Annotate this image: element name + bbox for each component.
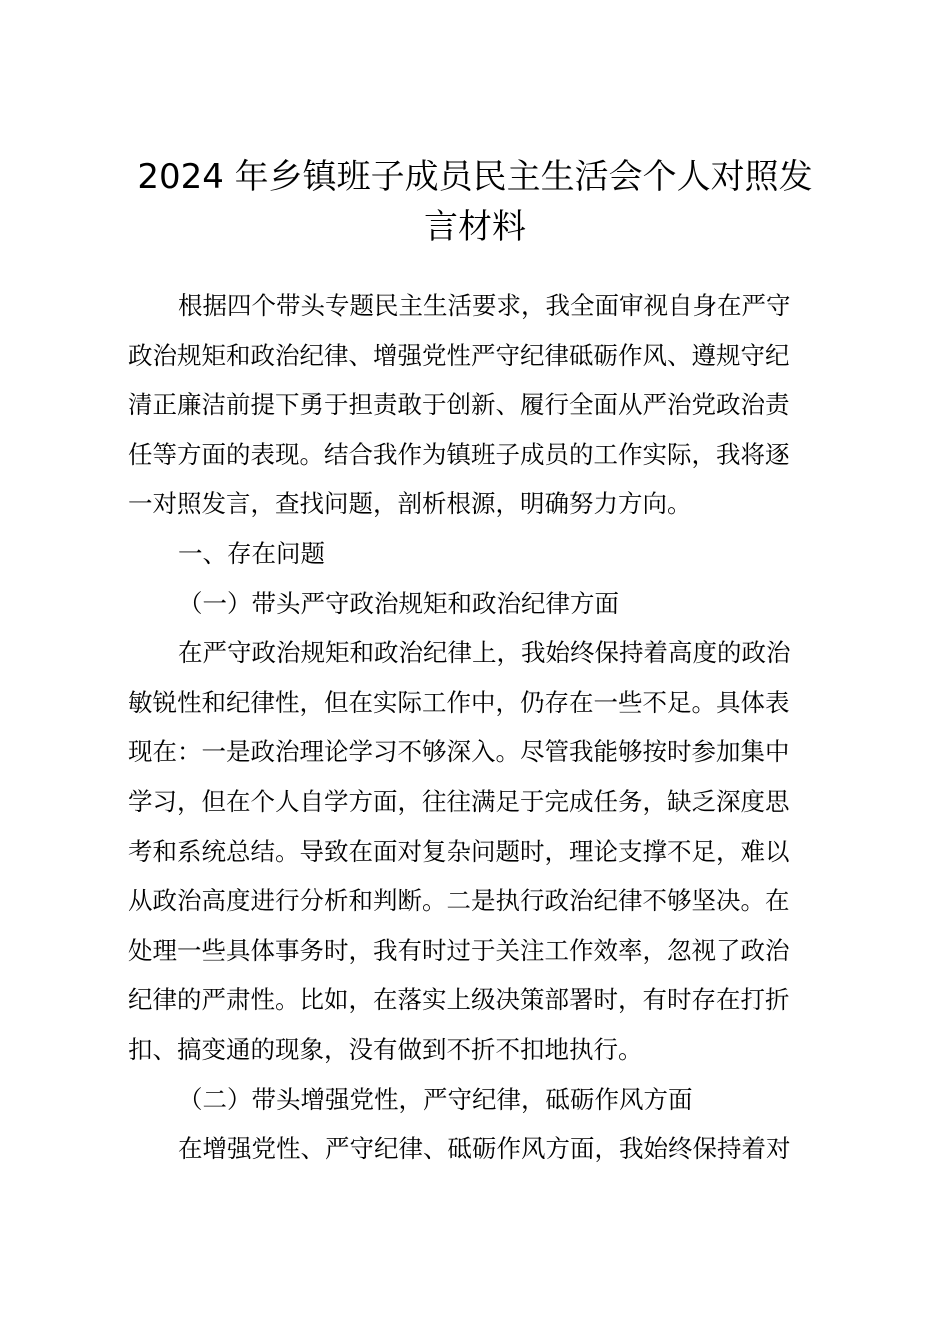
paragraph-intro-line-1: 根据四个带头专题民主生活要求，我全面审视自身在严守 <box>178 291 791 320</box>
document-body <box>128 281 828 1174</box>
subsection-heading-2: （二）带头增强党性，严守纪律，砥砺作风方面 <box>178 1084 693 1114</box>
subsection-heading-1: （一）带头严守政治规矩和政治纪律方面 <box>178 588 619 618</box>
paragraph-intro-line-5: 一对照发言，查找问题，剖析根源，明确努力方向。 <box>128 489 692 519</box>
paragraph-1-line-9: 扣、搞变通的现象，没有做到不折不扣地执行。 <box>128 1034 643 1064</box>
title-line-1: 2024 年乡镇班子成员民主生活会个人对照发 <box>137 157 813 197</box>
paragraph-1-line-6: 从政治高度进行分析和判断。二是执行政治纪律不够坚决。在 <box>128 886 790 916</box>
paragraph-1-line-8: 纪律的严肃性。比如，在落实上级决策部署时，有时存在打折 <box>128 985 790 1015</box>
paragraph-1-line-5: 考和系统总结。导致在面对复杂问题时，理论支撑不足，难以 <box>128 836 790 866</box>
paragraph-1-line-1: 在严守政治规矩和政治纪律上，我始终保持着高度的政治 <box>178 638 791 668</box>
section-heading-1: 一、存在问题 <box>178 538 325 568</box>
paragraph-1-line-2: 敏锐性和纪律性，但在实际工作中，仍存在一些不足。具体表 <box>128 687 790 717</box>
paragraph-intro-line-4: 任等方面的表现。结合我作为镇班子成员的工作实际，我将逐 <box>128 439 790 469</box>
paragraph-1-line-4: 学习，但在个人自学方面，往往满足于完成任务，缺乏深度思 <box>128 786 790 816</box>
paragraph-intro-line-2: 政治规矩和政治纪律、增强党性严守纪律砥砺作风、遵规守纪 <box>128 340 790 370</box>
title-line-2: 言材料 <box>424 207 526 247</box>
paragraph-intro-line-3: 清正廉洁前提下勇于担责敢于创新、履行全面从严治党政治责 <box>128 390 790 420</box>
document-title <box>118 152 832 252</box>
paragraph-2-line-1: 在增强党性、严守纪律、砥砺作风方面，我始终保持着对 <box>178 1134 791 1164</box>
paragraph-1-line-3: 现在：一是政治理论学习不够深入。尽管我能够按时参加集中 <box>128 737 790 767</box>
paragraph-1-line-7: 处理一些具体事务时，我有时过于关注工作效率，忽视了政治 <box>128 935 790 965</box>
